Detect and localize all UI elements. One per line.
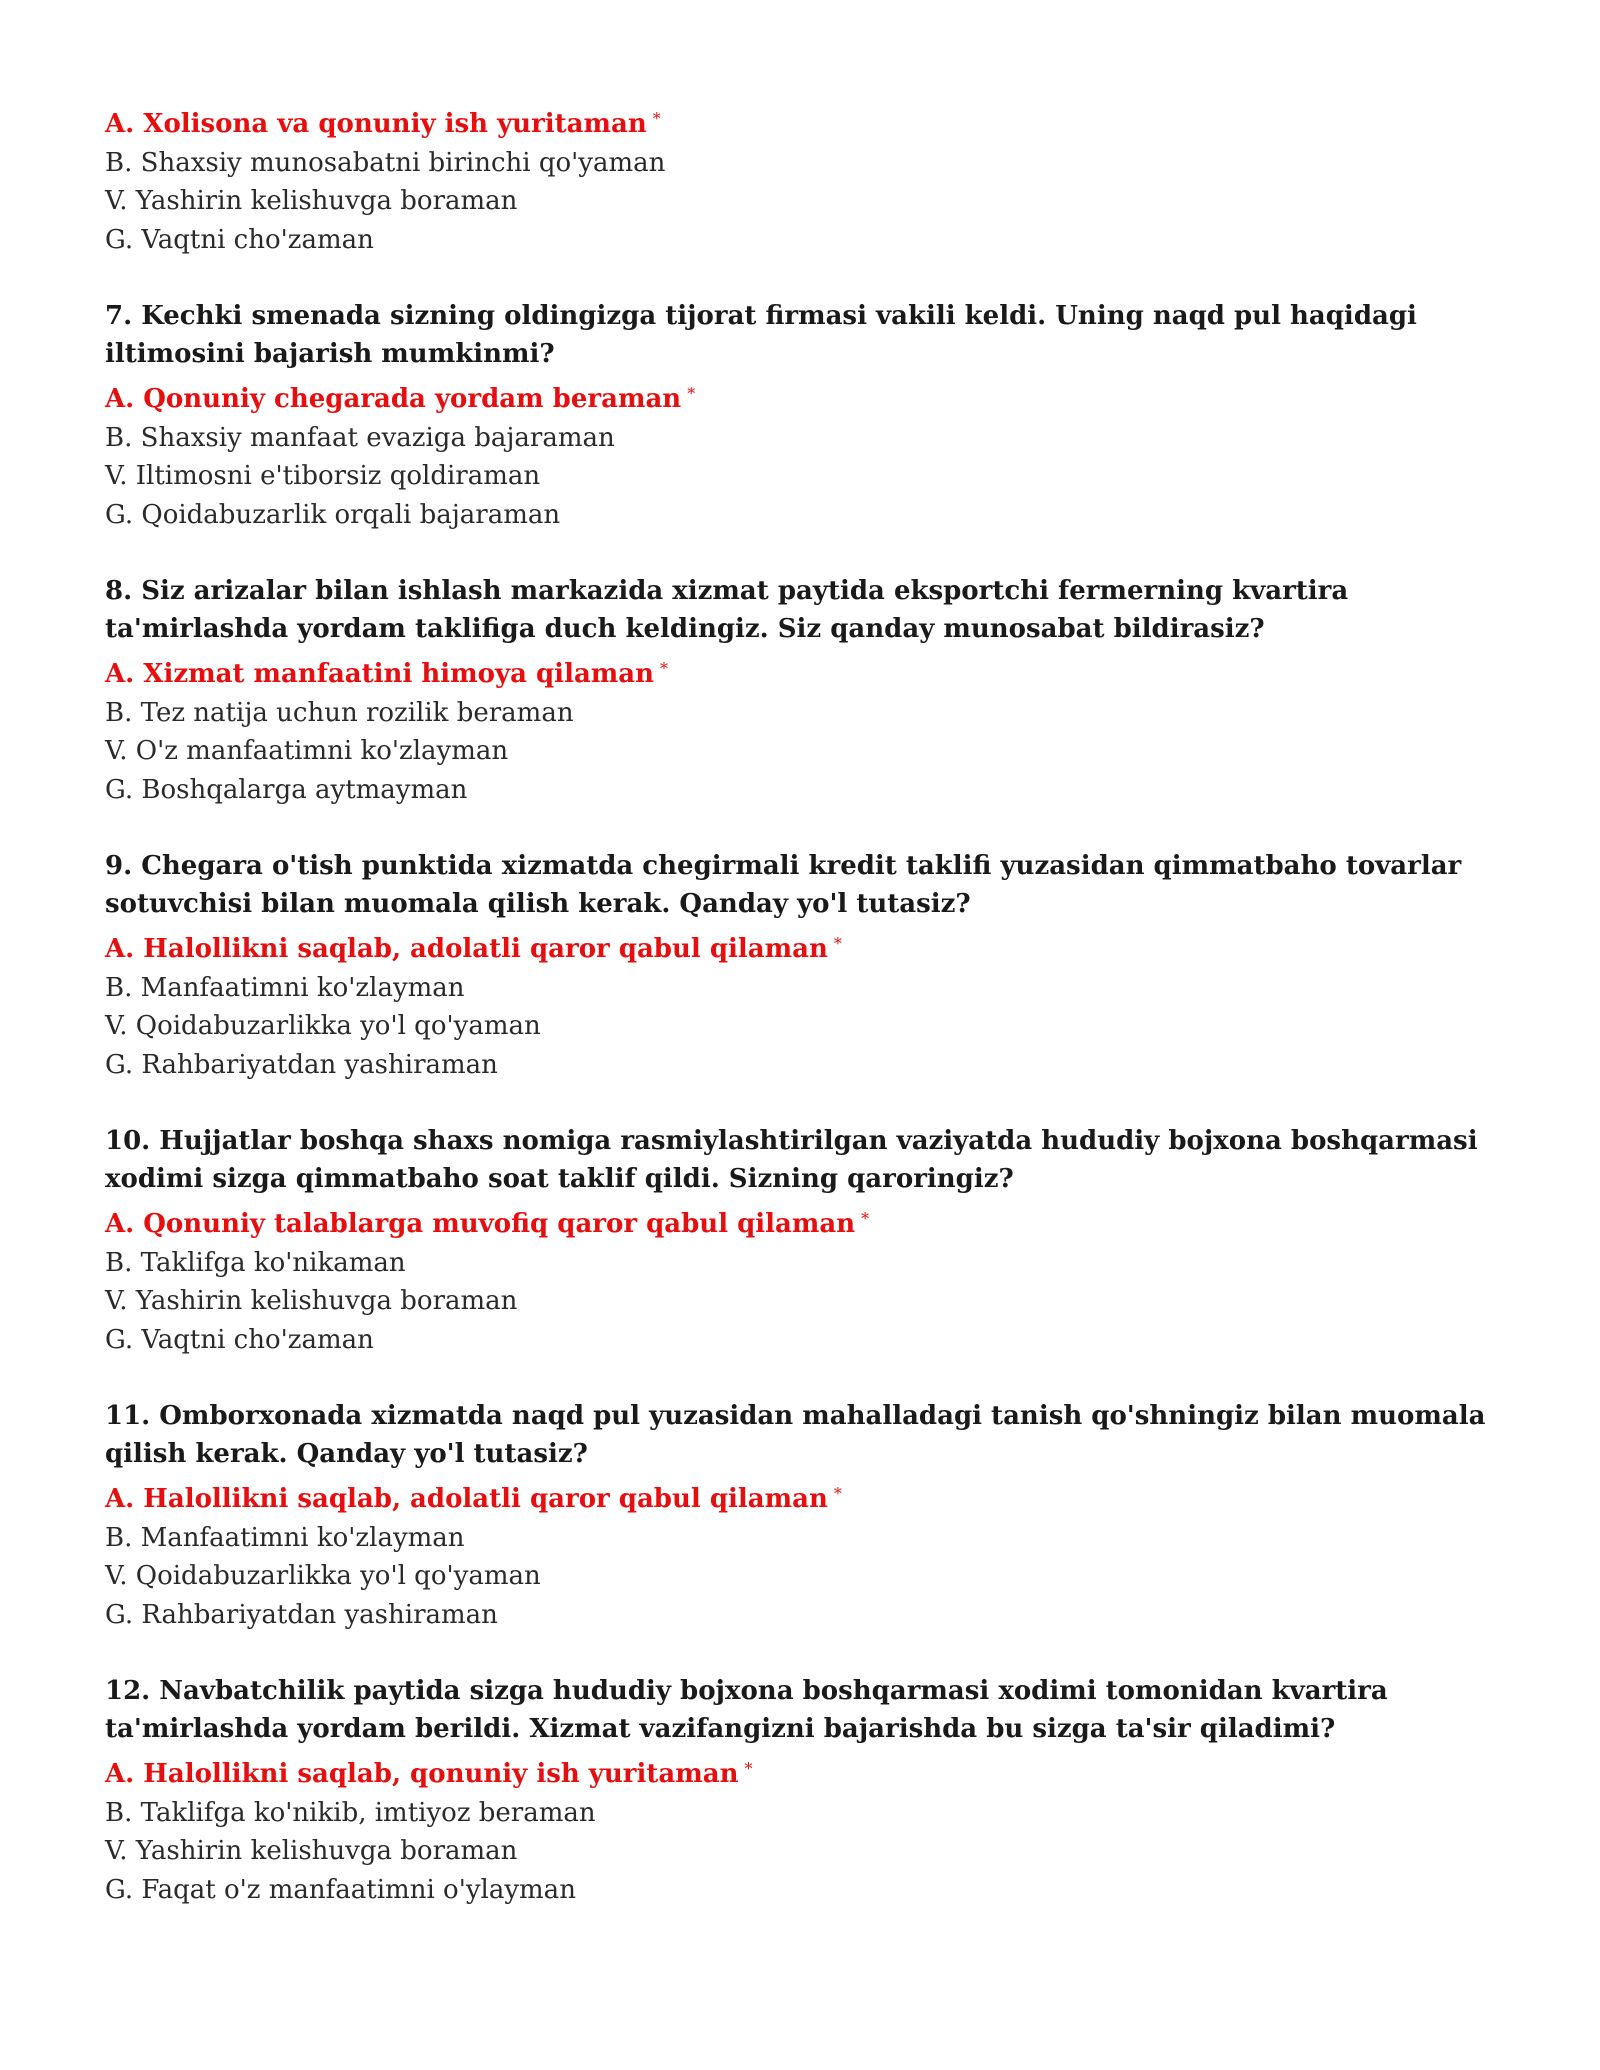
question-text: 11. Omborxonada xizmatda naqd pul yuzasidan mahalladagi tanish qo'shningiz bilan muomala qilish kerak. Qanday yo'l tutasiz? <box>105 1401 1486 1469</box>
option-text: V. O'z manfaatimni ko'zlayman <box>105 736 509 766</box>
question-block <box>105 1122 1505 1359</box>
option-text: G. Faqat o'z manfaatimni o'ylayman <box>105 1874 576 1905</box>
answer-option <box>105 496 1505 535</box>
option-text: B. Taklifga ko'nikaman <box>105 1247 406 1278</box>
correct-marker: * <box>861 1209 870 1228</box>
answer-option <box>105 732 1505 771</box>
correct-answer-option <box>105 100 1505 144</box>
option-text: A. Halollikni saqlab, adolatli qaror qabul qilaman <box>105 934 828 964</box>
answer-option <box>105 1282 1505 1321</box>
answer-option <box>105 182 1505 221</box>
question-text: 10. Hujjatlar boshqa shaxs nomiga rasmiylashtirilgan vaziyatda hududiy bojxona boshqarmasi xodimi sizga qimmatbaho soat taklif qildi. Sizning qaroringiz? <box>105 1126 1478 1194</box>
answer-option <box>105 969 1505 1008</box>
option-text: G. Vaqtni cho'zaman <box>105 224 374 255</box>
option-text: V. Qoidabuzarlikka yo'l qo'yaman <box>105 1561 541 1591</box>
quiz-content <box>105 100 1505 1909</box>
answer-option <box>105 1832 1505 1871</box>
option-text: B. Manfaatimni ko'zlayman <box>105 972 465 1003</box>
option-text: G. Rahbariyatdan yashiraman <box>105 1599 498 1630</box>
option-text: V. Qoidabuzarlikka yo'l qo'yaman <box>105 1011 541 1041</box>
option-text: V. Yashirin kelishuvga boraman <box>105 1836 518 1866</box>
answer-option <box>105 1244 1505 1283</box>
question-text: 7. Kechki smenada sizning oldingizga tijorat firmasi vakili keldi. Uning naqd pul haqidagi iltimosini bajarish mumkinmi? <box>105 301 1417 369</box>
answer-option <box>105 1519 1505 1558</box>
correct-answer-option <box>105 375 1505 419</box>
correct-answer-option <box>105 1750 1505 1794</box>
question-block <box>105 1672 1505 1909</box>
correct-marker: * <box>652 109 661 128</box>
question-block <box>105 1397 1505 1634</box>
question-block <box>105 297 1505 534</box>
question-text: 8. Siz arizalar bilan ishlash markazida xizmat paytida eksportchi fermerning kvartira ta'mirlashda yordam taklifiga duch keldingiz. Siz qanday munosabat bildirasiz? <box>105 576 1349 644</box>
correct-marker: * <box>833 934 842 953</box>
option-text: B. Tez natija uchun rozilik beraman <box>105 697 574 728</box>
option-text: A. Qonuniy talablarga muvofiq qaror qabul qilaman <box>105 1209 856 1239</box>
option-text: V. Yashirin kelishuvga boraman <box>105 186 518 216</box>
option-text: A. Qonuniy chegarada yordam beraman <box>105 384 682 414</box>
answer-option <box>105 144 1505 183</box>
correct-answer-option <box>105 1475 1505 1519</box>
option-text: B. Taklifga ko'nikib, imtiyoz beraman <box>105 1797 596 1828</box>
correct-marker: * <box>744 1759 753 1778</box>
correct-answer-option <box>105 925 1505 969</box>
question-text: 12. Navbatchilik paytida sizga hududiy bojxona boshqarmasi xodimi tomonidan kvartira ta'mirlashda yordam berildi. Xizmat vazifangizni bajarishda bu sizga ta'sir qiladimi? <box>105 1676 1388 1744</box>
question-block <box>105 572 1505 809</box>
option-text: A. Xizmat manfaatini himoya qilaman <box>105 659 655 689</box>
question-text: 9. Chegara o'tish punktida xizmatda chegirmali kredit taklifi yuzasidan qimmatbaho tovarlar sotuvchisi bilan muomala qilish kerak. Qanday yo'l tutasiz? <box>105 851 1462 919</box>
option-text: B. Manfaatimni ko'zlayman <box>105 1522 465 1553</box>
option-text: V. Yashirin kelishuvga boraman <box>105 1286 518 1316</box>
option-text: A. Xolisona va qonuniy ish yuritaman <box>105 109 647 139</box>
answer-option <box>105 1596 1505 1635</box>
answer-option <box>105 1007 1505 1046</box>
option-text: B. Shaxsiy munosabatni birinchi qo'yaman <box>105 147 666 178</box>
answer-option <box>105 771 1505 810</box>
correct-answer-option <box>105 1200 1505 1244</box>
option-text: G. Qoidabuzarlik orqali bajaraman <box>105 499 561 530</box>
option-text: B. Shaxsiy manfaat evaziga bajaraman <box>105 422 615 453</box>
option-text: V. Iltimosni e'tiborsiz qoldiraman <box>105 461 541 491</box>
correct-marker: * <box>660 659 669 678</box>
option-text: A. Halollikni saqlab, qonuniy ish yuritaman <box>105 1759 739 1789</box>
question-block <box>105 100 1505 259</box>
option-text: G. Vaqtni cho'zaman <box>105 1324 374 1355</box>
option-text: G. Rahbariyatdan yashiraman <box>105 1049 498 1080</box>
answer-option <box>105 221 1505 260</box>
answer-option <box>105 1557 1505 1596</box>
option-text: A. Halollikni saqlab, adolatli qaror qabul qilaman <box>105 1484 828 1514</box>
answer-option <box>105 1046 1505 1085</box>
correct-marker: * <box>833 1484 842 1503</box>
answer-option <box>105 457 1505 496</box>
answer-option <box>105 694 1505 733</box>
answer-option <box>105 419 1505 458</box>
correct-answer-option <box>105 650 1505 694</box>
question-block <box>105 847 1505 1084</box>
option-text: G. Boshqalarga aytmayman <box>105 774 468 805</box>
correct-marker: * <box>687 384 696 403</box>
answer-option <box>105 1321 1505 1360</box>
answer-option <box>105 1794 1505 1833</box>
answer-option <box>105 1871 1505 1910</box>
